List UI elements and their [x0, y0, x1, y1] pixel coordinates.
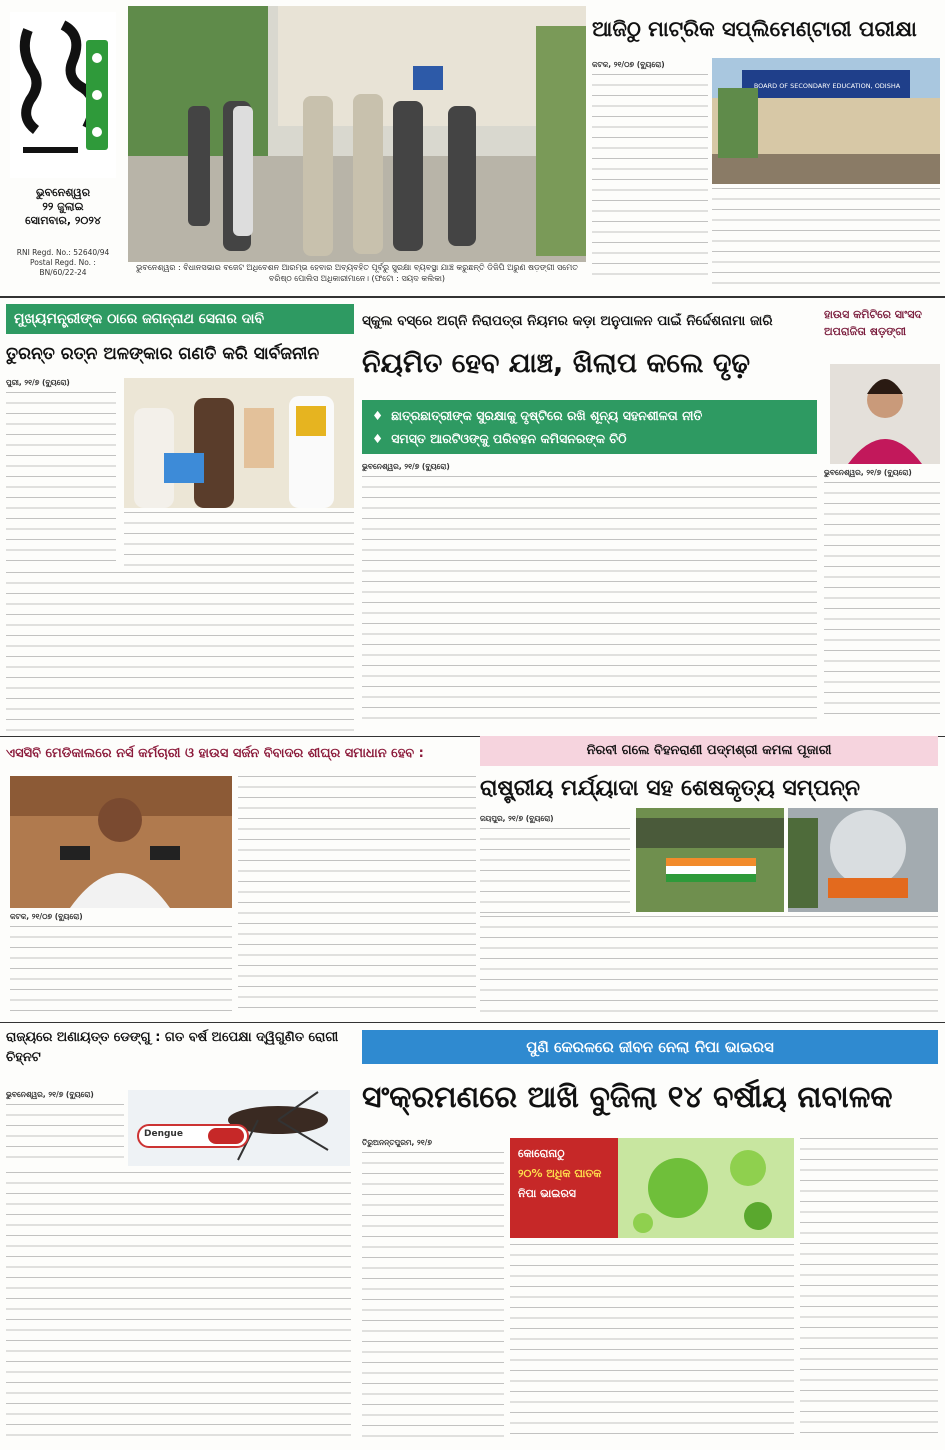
funeral-pyre-image — [788, 808, 938, 912]
postal-number: BN/60/22-24 — [39, 268, 87, 277]
story8-dateline: ତିରୁଅନନ୍ତପୁରମ, ୨୧/୭ — [362, 1138, 432, 1147]
jagannath-sena-meeting-image — [124, 378, 354, 508]
story3-body — [362, 462, 817, 732]
story5-photo — [10, 776, 232, 908]
story8-body — [362, 1138, 504, 1438]
masthead-place: ଭୁବନେଶ୍ୱର — [35, 186, 91, 199]
story6-body-lines-2 — [480, 916, 938, 1016]
board-sign-text: BOARD OF SECONDARY EDUCATION, ODISHA — [753, 82, 901, 90]
story3-bullet-2-text: ସମସ୍ତ ଆରଟିଓଙ୍କୁ ପରିବହନ କମିସନରଙ୍କ ଚିଠି — [391, 431, 627, 446]
story6-headline: ରାଷ୍ଟ୍ରୀୟ ମର୍ଯ୍ୟାଦା ସହ ଶେଷକୃତ୍ୟ ସମ୍ପନ୍ନ — [480, 776, 860, 801]
diamond-bullet-icon: ♦ — [372, 431, 384, 446]
story2-body-lines — [6, 392, 116, 567]
story2-column-1 — [6, 378, 116, 568]
story3-headline: ନିୟମିତ ହେବ ଯାଞ୍ଚ, ଖିଲାପ କଲେ ଦୃଢ଼ — [362, 348, 751, 379]
story7-body-lines — [6, 1104, 124, 1166]
story8-body-lines — [362, 1152, 504, 1437]
section-divider-1 — [0, 296, 945, 298]
story2-kicker: ମୁଖ୍ୟମନ୍ତ୍ରୀଙ୍କ ଠାରେ ଜଗନ୍ନାଥ ସେନାର ଦାବି — [6, 304, 354, 334]
story8-body-lines-2 — [510, 1244, 794, 1440]
state-honour-image — [636, 808, 784, 912]
nipah-fact-line-2: ୨୦% ଅଧିକ ଘାତକ — [518, 1167, 602, 1180]
aparajita-sarangi-portrait — [830, 364, 940, 464]
story1-body-lines — [592, 74, 708, 279]
story8-headline: ସଂକ୍ରମଣରେ ଆଖି ବୁଜିଲା ୧୪ ବର୍ଷୀୟ ନାବାଳକ — [362, 1080, 893, 1115]
rni-number: RNI Regd. No.: 52640/94 — [16, 248, 110, 257]
story7-body-lines-2 — [6, 1172, 351, 1444]
registration-info — [8, 248, 118, 278]
dengue-mosquito-image — [128, 1090, 350, 1166]
security-inspection-image — [128, 6, 586, 262]
board-building-image — [712, 58, 940, 184]
story8-body-lines-3 — [800, 1138, 938, 1440]
story1-photo — [712, 58, 940, 184]
nipah-virus-image — [618, 1138, 794, 1238]
story3-dateline: ଭୁବନେଶ୍ୱର, ୨୧/୭ (ବ୍ୟୁରୋ) — [362, 462, 450, 471]
health-minister-press-image — [10, 776, 232, 908]
logo-icon — [8, 10, 118, 180]
section-divider-3 — [0, 1022, 945, 1023]
story2-dateline: ପୁରୀ, ୨୧/୭ (ବ୍ୟୁରୋ) — [6, 378, 70, 387]
story5-body-lines-2 — [10, 926, 232, 1014]
top-photo-caption: ଭୁବନେଶ୍ୱର : ବିଧାନସଭାର ବଜେଟ ଅଧିବେଶନ ଆରମ୍ଭ ହେବାର ଅବ୍ୟବହିତ ପୂର୍ବରୁ ସୁରକ୍ଷା ବ୍ୟବସ୍ଥା ଯାଞ୍ଚ କରୁଛନ୍ତି ଡିଜିପି ଅରୁଣ ଷଡ଼ଙ୍ଗୀ ସମେତ ବରିଷ୍ଠ ପୋଲିସ ଅଧିକାରୀମାନେ। (ଫଟୋ : ସୟଦ କଲିକା) — [136, 263, 578, 283]
story7-photo — [128, 1090, 350, 1166]
postal-label: Postal Regd. No. : — [30, 258, 96, 267]
diamond-bullet-icon: ♦ — [372, 408, 384, 423]
story1-headline: ଆଜିଠୁ ମାଟ୍ରିକ ସପ୍ଲିମେଣ୍ଟାରୀ ପରୀକ୍ଷା — [592, 17, 917, 41]
story4-headline: ହାଉସ କମିଟିରେ ସାଂସଦ ଅପରାଜିତା ଷଡ଼ଙ୍ଗୀ — [824, 308, 922, 338]
story1-column — [592, 60, 708, 290]
story3-kicker: ସ୍କୁଲ ବସ୍‌ରେ ଅଗ୍ନି ନିରାପତ୍ତା ନିୟମର କଡ଼ା ଅନୁପାଳନ ପାଇଁ ନିର୍ଦ୍ଦେଶନାମା ଜାରି — [362, 313, 773, 329]
story8-kicker: ପୁଣି କେରଳରେ ଜୀବନ ନେଲା ନିପା ଭାଇରସ — [362, 1030, 938, 1064]
story8-infobox — [510, 1138, 794, 1238]
tube-label: Dengue — [144, 1129, 183, 1139]
story7-body — [6, 1090, 124, 1170]
story2-body-lines-2 — [124, 512, 354, 568]
top-photo — [128, 6, 586, 262]
story1-dateline: କଟକ, ୨୧/୦୭ (ବ୍ୟୁରୋ) — [592, 60, 665, 69]
story6-photo-2 — [788, 808, 938, 912]
story7-headline: ରାଜ୍ୟରେ ଅଣାୟତ୍ତ ଡେଙ୍ଗୁ : ଗତ ବର୍ଷ ଅପେକ୍ଷା ଦ୍ୱିଗୁଣିତ ରୋଗୀ ଚିହ୍ନଟ — [6, 1030, 339, 1065]
story6-kicker: ନିରବୀ ଗଲେ ବିହନରାଣୀ ପଦ୍ମଶ୍ରୀ କମଳା ପୂଜାରୀ — [480, 736, 938, 766]
story5-headline: ଏସସିବି ମେଡିକାଲରେ ନର୍ସ କର୍ମଚାରୀ ଓ ହାଉସ ସର୍ଜନ ବିବାଦର ଶୀଘ୍ର ସମାଧାନ ହେବ : — [6, 746, 424, 761]
story6-body-lines — [480, 828, 630, 913]
story3-bullet-2 — [372, 427, 807, 450]
story6-photo-1 — [636, 808, 784, 912]
nipah-fact-line-1: କୋରୋନାଠୁ — [518, 1147, 565, 1160]
story3-bullet-1 — [372, 404, 807, 427]
story4-dateline: ଭୁବନେଶ୍ୱର, ୨୧/୭ (ବ୍ୟୁରୋ) — [824, 468, 912, 477]
story1-body-lines-2 — [712, 188, 940, 288]
story5-dateline: କଟକ, ୨୧/୦୭ (ବ୍ୟୁରୋ) — [10, 912, 83, 921]
story6-body — [480, 814, 630, 914]
masthead-date — [8, 186, 118, 228]
newspaper-logo — [8, 10, 118, 180]
story3-bullet-1-text: ଛାତ୍ରଛାତ୍ରୀଙ୍କ ସୁରକ୍ଷାକୁ ଦୃଷ୍ଟିରେ ରଖି ଶୂନ୍ୟ ସହନଶୀଳତା ନୀତି — [391, 408, 703, 423]
story2-photo — [124, 378, 354, 508]
masthead-date-text: ୨୨ ଜୁଲାଇ — [42, 200, 84, 213]
story2-headline: ତୁରନ୍ତ ରତ୍ନ ଅଳଙ୍କାର ଗଣତି କରି ସାର୍ବଜନୀନ — [6, 344, 320, 364]
story4-body — [824, 468, 940, 732]
story3-bullets — [362, 400, 817, 454]
story4-body-lines — [824, 482, 940, 722]
story1-divider — [592, 52, 940, 54]
story5-body-lines — [238, 776, 476, 1016]
nipah-fact-box — [510, 1138, 618, 1238]
story6-dateline: ଜୟପୁର, ୨୧/୭ (ବ୍ୟୁରୋ) — [480, 814, 554, 823]
masthead-day: ସୋମବାର, ୨୦୨୪ — [25, 214, 101, 227]
story7-dateline: ଭୁବନେଶ୍ୱର, ୨୧/୭ (ବ୍ୟୁରୋ) — [6, 1090, 94, 1099]
story4-photo — [830, 364, 940, 464]
story5-body — [10, 912, 232, 1016]
story3-body-lines — [362, 476, 817, 726]
nipah-fact-line-3: ନିପା ଭାଇରସ — [518, 1187, 576, 1200]
story2-body-lines-3 — [6, 572, 354, 732]
